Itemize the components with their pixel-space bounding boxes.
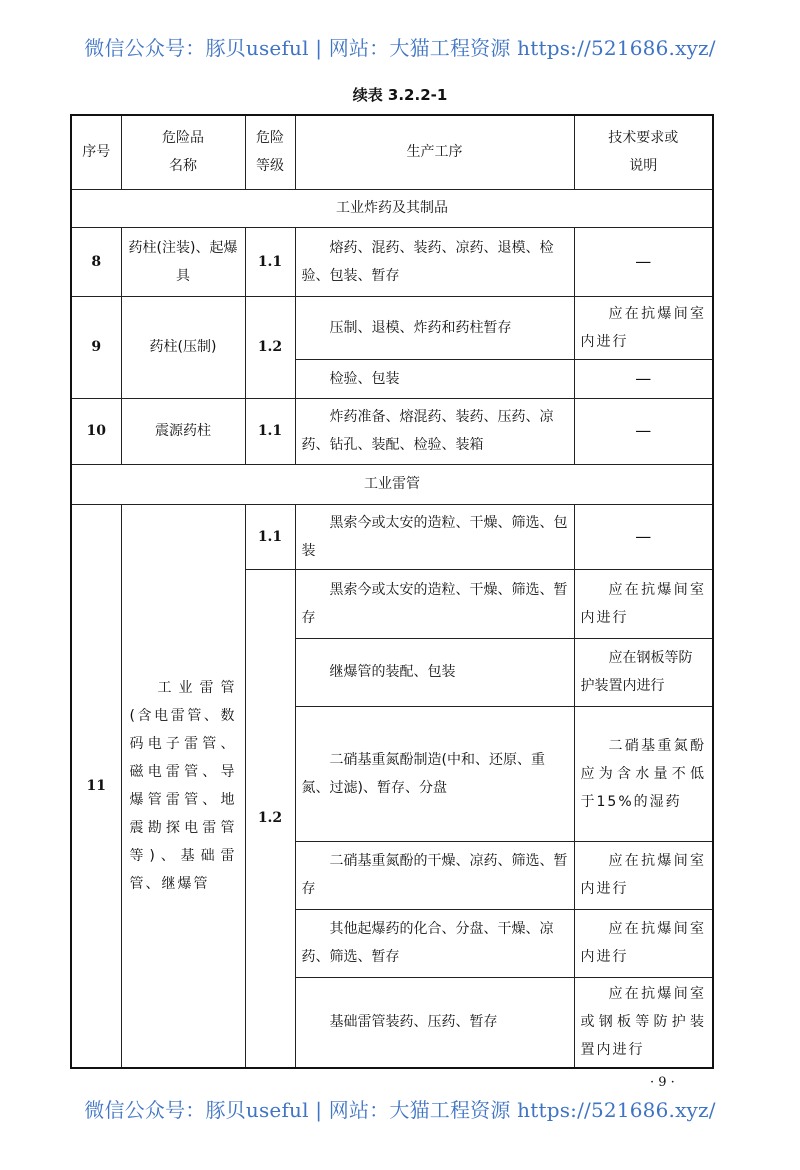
section-title: 工业炸药及其制品 [71,189,713,227]
row-note: 应在抗爆间室内进行 [574,909,713,977]
row-grade: 1.1 [245,398,295,464]
table-row [71,504,713,569]
row-grade: 1.1 [245,504,295,569]
row-process: 其他起爆药的化合、分盘、干燥、凉药、筛选、暂存 [295,909,574,977]
header-name-line1: 危险品 [162,130,204,147]
row-process: 继爆管的装配、包装 [295,638,574,706]
row-process: 二硝基重氮酚的干燥、凉药、筛选、暂存 [295,841,574,909]
header-grade-line2: 等级 [256,158,284,175]
row-note: 应在钢板等防护装置内进行 [574,638,713,706]
header-name-line2: 名称 [169,158,197,175]
row-note: 二硝基重氮酚应为含水量不低于15%的湿药 [574,706,713,841]
row-process: 基础雷管装药、压药、暂存 [295,977,574,1068]
section-title: 工业雷管 [71,464,713,504]
header-no: 序号 [71,115,121,189]
row-process: 黑索今或太安的造粒、干燥、筛选、包装 [295,504,574,569]
row-name: 药柱(注装)、起爆具 [121,227,245,296]
row-note: — [574,227,713,296]
row-note: — [574,504,713,569]
header-note [574,115,713,189]
row-process: 检验、包装 [295,359,574,398]
header-note-line2: 说明 [629,158,658,175]
row-note: — [574,398,713,464]
table-caption: 续表 3.2.2-1 [352,86,448,104]
header-grade-line1: 危险 [256,130,284,147]
row-no: 11 [71,504,121,1068]
table-row [71,227,713,296]
row-no: 9 [71,296,121,398]
row-process: 二硝基重氮酚制造(中和、还原、重氮、过滤)、暂存、分盘 [295,706,574,841]
row-name: 震源药柱 [121,398,245,464]
row-grade: 1.2 [245,296,295,398]
row-grade: 1.2 [245,569,295,1068]
section-row [71,189,713,227]
header-name [121,115,245,189]
watermark-bottom: 微信公众号：豚贝useful | 网站：大猫工程资源 https://521686.xyz/ [84,1098,716,1122]
row-process: 熔药、混药、装药、凉药、退模、检验、包装、暂存 [295,227,574,296]
table-row [71,398,713,464]
watermark-top: 微信公众号：豚贝useful | 网站：大猫工程资源 https://521686.xyz/ [84,36,716,60]
row-note: 应在抗爆间室或钢板等防护装置内进行 [574,977,713,1068]
header-note-line1: 技术要求或 [608,130,679,147]
row-name: 工业雷管(含电雷管、数码电子雷管、磁电雷管、导爆管雷管、地震勘探电雷管等)、基础雷管、继爆管 [121,504,245,1068]
row-name: 药柱(压制) [121,296,245,398]
row-process: 炸药准备、熔混药、装药、压药、凉药、钻孔、装配、检验、装箱 [295,398,574,464]
page-number: · 9 · [650,1075,675,1090]
table-row [71,296,713,359]
header-process: 生产工序 [295,115,574,189]
row-note: 应在抗爆间室内进行 [574,569,713,638]
row-no: 8 [71,227,121,296]
header-grade [245,115,295,189]
row-process: 压制、退模、炸药和药柱暂存 [295,296,574,359]
section-row [71,464,713,504]
row-note: 应在抗爆间室内进行 [574,296,713,359]
row-note: 应在抗爆间室内进行 [574,841,713,909]
hazard-process-table [70,114,714,1069]
row-grade: 1.1 [245,227,295,296]
row-note: — [574,359,713,398]
row-no: 10 [71,398,121,464]
row-process: 黑索今或太安的造粒、干燥、筛选、暂存 [295,569,574,638]
table-header-row [71,115,713,189]
